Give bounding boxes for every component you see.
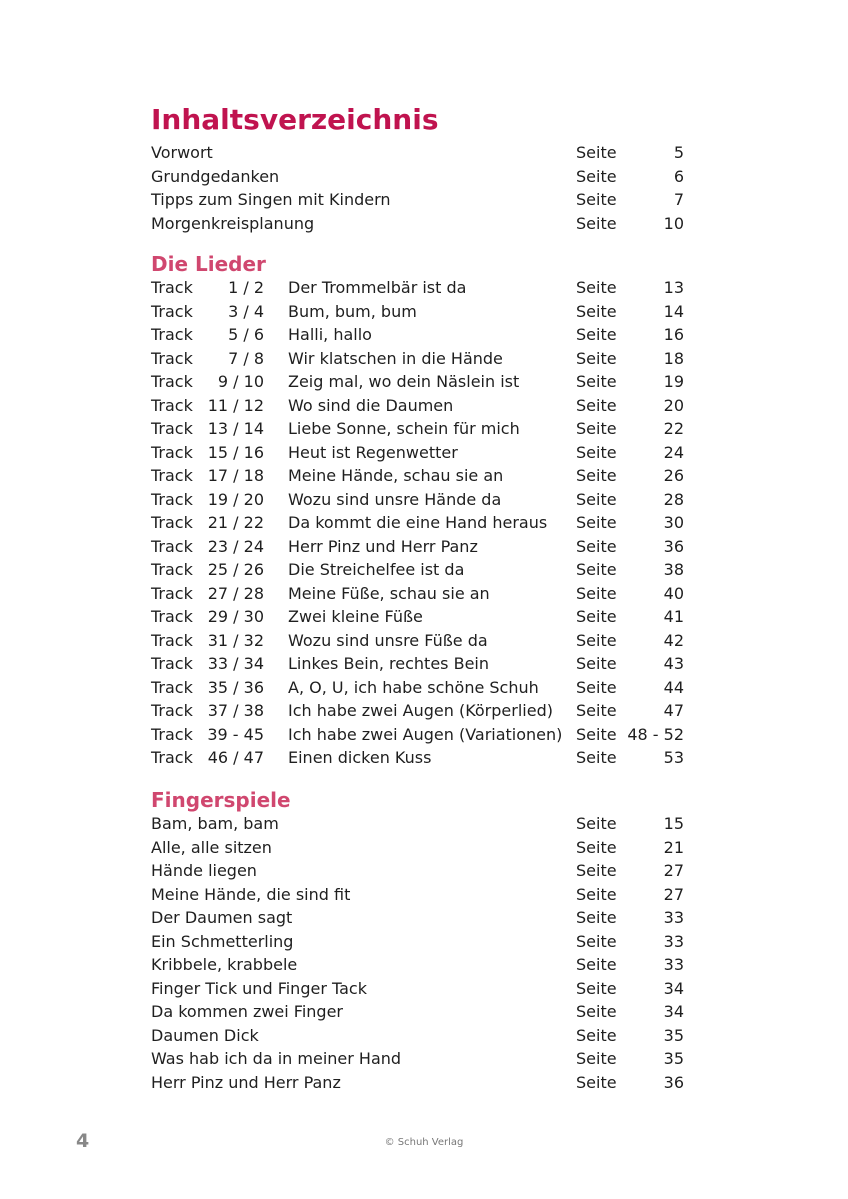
seite-label: Seite bbox=[576, 301, 617, 321]
track-label: Track bbox=[151, 489, 193, 509]
page-number-ref: 33 bbox=[663, 931, 684, 951]
track-number: 1 / 2 bbox=[228, 278, 264, 297]
song-title: Bum, bum, bum bbox=[288, 301, 417, 321]
seite-label: Seite bbox=[576, 489, 617, 509]
seite-label: Seite bbox=[576, 955, 617, 974]
page-number: 4 bbox=[76, 1130, 90, 1152]
track-number: 7 / 8 bbox=[228, 348, 264, 368]
song-title: Heut ist Regenwetter bbox=[288, 442, 458, 462]
song-title: Ich habe zwei Augen (Körperlied) bbox=[288, 701, 553, 720]
track-label: Track bbox=[151, 701, 193, 720]
entry-title: Kribbele, krabbele bbox=[151, 955, 298, 974]
intro-list bbox=[151, 141, 691, 235]
entry-title: Grundgedanken bbox=[151, 166, 280, 186]
page-number-ref: 53 bbox=[663, 748, 684, 767]
seite-label: Seite bbox=[576, 190, 617, 209]
entry-title: Bam, bam, bam bbox=[151, 814, 279, 833]
page-number-ref: 14 bbox=[663, 301, 684, 321]
track-number: 3 / 4 bbox=[228, 301, 264, 321]
page-number-ref: 13 bbox=[663, 278, 684, 297]
page-number-ref: 38 bbox=[663, 560, 684, 579]
track-entry bbox=[151, 276, 691, 300]
page-number-ref: 30 bbox=[663, 513, 684, 532]
seite-label: Seite bbox=[576, 1072, 617, 1092]
page-number-ref: 36 bbox=[663, 1072, 684, 1092]
track-label: Track bbox=[151, 607, 193, 626]
page-number-ref: 35 bbox=[663, 1025, 684, 1045]
track-label: Track bbox=[151, 560, 193, 579]
page-number-ref: 7 bbox=[673, 190, 684, 209]
seite-label: Seite bbox=[576, 931, 617, 951]
page-number-ref: 16 bbox=[663, 325, 684, 344]
track-label: Track bbox=[151, 677, 193, 697]
track-number: 25 / 26 bbox=[207, 560, 264, 579]
page-number-ref: 6 bbox=[673, 166, 684, 186]
seite-label: Seite bbox=[576, 884, 617, 904]
seite-label: Seite bbox=[576, 724, 617, 744]
track-number: 27 / 28 bbox=[207, 583, 264, 603]
song-title: Der Trommelbär ist da bbox=[288, 278, 467, 297]
page-number-ref: 41 bbox=[663, 607, 684, 626]
page-number-ref: 34 bbox=[663, 978, 684, 998]
page-number-ref: 22 bbox=[663, 419, 684, 438]
song-title: Einen dicken Kuss bbox=[288, 748, 432, 767]
track-entry bbox=[151, 629, 691, 653]
page-number-ref: 21 bbox=[663, 837, 684, 857]
page-title: Inhaltsverzeichnis bbox=[151, 103, 439, 136]
track-number: 21 / 22 bbox=[207, 513, 264, 532]
page-number-ref: 26 bbox=[663, 466, 684, 485]
page-number-ref: 34 bbox=[663, 1002, 684, 1021]
entry-title: Was hab ich da in meiner Hand bbox=[151, 1049, 402, 1068]
track-label: Track bbox=[151, 419, 193, 438]
lieder-list bbox=[151, 276, 691, 770]
entry-title: Tipps zum Singen mit Kindern bbox=[151, 190, 391, 209]
song-title: Linkes Bein, rechtes Bein bbox=[288, 654, 489, 673]
page-number-ref: 40 bbox=[663, 583, 684, 603]
seite-label: Seite bbox=[576, 814, 617, 833]
toc-entry bbox=[151, 212, 691, 236]
seite-label: Seite bbox=[576, 466, 617, 485]
seite-label: Seite bbox=[576, 583, 617, 603]
seite-label: Seite bbox=[576, 908, 617, 927]
seite-label: Seite bbox=[576, 560, 617, 579]
track-number: 9 / 10 bbox=[217, 372, 264, 391]
track-number: 5 / 6 bbox=[228, 325, 264, 344]
track-entry bbox=[151, 488, 691, 512]
fingerspiel-entry bbox=[151, 883, 691, 907]
track-number: 15 / 16 bbox=[207, 442, 264, 462]
track-label: Track bbox=[151, 442, 193, 462]
track-entry bbox=[151, 676, 691, 700]
song-title: A, O, U, ich habe schöne Schuh bbox=[288, 677, 539, 697]
track-entry bbox=[151, 605, 691, 629]
track-number: 19 / 20 bbox=[207, 489, 264, 509]
track-label: Track bbox=[151, 630, 193, 650]
song-title: Liebe Sonne, schein für mich bbox=[288, 419, 520, 438]
fingerspiel-entry bbox=[151, 930, 691, 954]
track-entry bbox=[151, 582, 691, 606]
seite-label: Seite bbox=[576, 677, 617, 697]
seite-label: Seite bbox=[576, 166, 617, 186]
page-number-ref: 28 bbox=[663, 489, 684, 509]
entry-title: Der Daumen sagt bbox=[151, 908, 293, 927]
track-label: Track bbox=[151, 583, 193, 603]
seite-label: Seite bbox=[576, 513, 617, 532]
fingerspiel-entry bbox=[151, 1047, 691, 1071]
track-label: Track bbox=[151, 301, 193, 321]
track-label: Track bbox=[151, 372, 193, 391]
track-number: 13 / 14 bbox=[207, 419, 264, 438]
track-number: 29 / 30 bbox=[207, 607, 264, 626]
page-number-ref: 19 bbox=[663, 372, 684, 391]
song-title: Wozu sind unsre Hände da bbox=[288, 489, 502, 509]
fingerspiel-entry bbox=[151, 836, 691, 860]
toc-entry bbox=[151, 141, 691, 165]
song-title: Zeig mal, wo dein Näslein ist bbox=[288, 372, 520, 391]
track-entry bbox=[151, 347, 691, 371]
track-number: 46 / 47 bbox=[207, 748, 264, 767]
track-entry bbox=[151, 300, 691, 324]
page-number-ref: 15 bbox=[663, 814, 684, 833]
track-entry bbox=[151, 441, 691, 465]
track-entry bbox=[151, 464, 691, 488]
seite-label: Seite bbox=[576, 213, 617, 233]
seite-label: Seite bbox=[576, 1049, 617, 1068]
track-entry bbox=[151, 417, 691, 441]
song-title: Wozu sind unsre Füße da bbox=[288, 630, 488, 650]
track-label: Track bbox=[151, 348, 193, 368]
fingerspiel-entry bbox=[151, 977, 691, 1001]
track-number: 35 / 36 bbox=[207, 677, 264, 697]
track-number: 23 / 24 bbox=[207, 536, 264, 556]
entry-title: Hände liegen bbox=[151, 861, 257, 880]
seite-label: Seite bbox=[576, 536, 617, 556]
seite-label: Seite bbox=[576, 442, 617, 462]
seite-label: Seite bbox=[576, 701, 617, 720]
track-number: 39 - 45 bbox=[207, 724, 264, 744]
fingerspiel-entry bbox=[151, 953, 691, 977]
song-title: Ich habe zwei Augen (Variationen) bbox=[288, 724, 563, 744]
page-number-ref: 27 bbox=[663, 884, 684, 904]
seite-label: Seite bbox=[576, 861, 617, 880]
page-number-ref: 24 bbox=[663, 442, 684, 462]
page-number-ref: 18 bbox=[663, 348, 684, 368]
entry-title: Alle, alle sitzen bbox=[151, 837, 272, 857]
seite-label: Seite bbox=[576, 325, 617, 344]
track-entry bbox=[151, 558, 691, 582]
fingerspiel-entry bbox=[151, 906, 691, 930]
track-entry bbox=[151, 699, 691, 723]
track-number: 33 / 34 bbox=[207, 654, 264, 673]
seite-label: Seite bbox=[576, 1025, 617, 1045]
page-number-ref: 27 bbox=[663, 861, 684, 880]
section-heading-lieder: Die Lieder bbox=[151, 252, 266, 276]
track-entry bbox=[151, 723, 691, 747]
song-title: Herr Pinz und Herr Panz bbox=[288, 536, 478, 556]
fingerspiel-entry bbox=[151, 859, 691, 883]
song-title: Wir klatschen in die Hände bbox=[288, 348, 503, 368]
seite-label: Seite bbox=[576, 395, 617, 415]
song-title: Meine Hände, schau sie an bbox=[288, 466, 504, 485]
track-number: 37 / 38 bbox=[207, 701, 264, 720]
track-entry bbox=[151, 746, 691, 770]
page-number-ref: 20 bbox=[663, 395, 684, 415]
seite-label: Seite bbox=[576, 348, 617, 368]
page-number-ref: 5 bbox=[673, 143, 684, 162]
section-heading-fingerspiele: Fingerspiele bbox=[151, 788, 291, 812]
entry-title: Herr Pinz und Herr Panz bbox=[151, 1072, 341, 1092]
entry-title: Da kommen zwei Finger bbox=[151, 1002, 343, 1021]
track-label: Track bbox=[151, 748, 193, 767]
page-number-ref: 47 bbox=[663, 701, 684, 720]
entry-title: Finger Tick und Finger Tack bbox=[151, 978, 367, 998]
page-number-ref: 43 bbox=[663, 654, 684, 673]
track-label: Track bbox=[151, 395, 193, 415]
page-number-ref: 33 bbox=[663, 955, 684, 974]
track-label: Track bbox=[151, 513, 193, 532]
song-title: Halli, hallo bbox=[288, 325, 372, 344]
track-label: Track bbox=[151, 278, 193, 297]
seite-label: Seite bbox=[576, 978, 617, 998]
track-label: Track bbox=[151, 325, 193, 344]
toc-entry bbox=[151, 165, 691, 189]
track-label: Track bbox=[151, 466, 193, 485]
seite-label: Seite bbox=[576, 278, 617, 297]
entry-title: Meine Hände, die sind fit bbox=[151, 884, 351, 904]
song-title: Meine Füße, schau sie an bbox=[288, 583, 490, 603]
fingerspiel-entry bbox=[151, 812, 691, 836]
page-number-ref: 35 bbox=[663, 1049, 684, 1068]
fingerspiel-entry bbox=[151, 1024, 691, 1048]
song-title: Zwei kleine Füße bbox=[288, 607, 423, 626]
seite-label: Seite bbox=[576, 419, 617, 438]
seite-label: Seite bbox=[576, 654, 617, 673]
track-entry bbox=[151, 323, 691, 347]
toc-entry bbox=[151, 188, 691, 212]
track-entry bbox=[151, 511, 691, 535]
song-title: Die Streichelfee ist da bbox=[288, 560, 465, 579]
track-label: Track bbox=[151, 724, 193, 744]
track-entry bbox=[151, 394, 691, 418]
track-label: Track bbox=[151, 536, 193, 556]
seite-label: Seite bbox=[576, 748, 617, 767]
track-number: 11 / 12 bbox=[207, 395, 264, 415]
page-number-ref: 42 bbox=[663, 630, 684, 650]
seite-label: Seite bbox=[576, 630, 617, 650]
seite-label: Seite bbox=[576, 372, 617, 391]
page-number-ref: 10 bbox=[663, 213, 684, 233]
song-title: Wo sind die Daumen bbox=[288, 395, 454, 415]
fingerspiele-list bbox=[151, 812, 691, 1094]
page-number-ref: 36 bbox=[663, 536, 684, 556]
seite-label: Seite bbox=[576, 143, 617, 162]
fingerspiel-entry bbox=[151, 1071, 691, 1095]
seite-label: Seite bbox=[576, 1002, 617, 1021]
track-entry bbox=[151, 652, 691, 676]
track-number: 17 / 18 bbox=[207, 466, 264, 485]
track-entry bbox=[151, 370, 691, 394]
copyright-notice: © Schuh Verlag bbox=[384, 1137, 464, 1148]
entry-title: Morgenkreisplanung bbox=[151, 213, 315, 233]
seite-label: Seite bbox=[576, 837, 617, 857]
page-number-ref: 33 bbox=[663, 908, 684, 927]
page-number-ref: 44 bbox=[663, 677, 684, 697]
entry-title: Vorwort bbox=[151, 143, 213, 162]
track-number: 31 / 32 bbox=[207, 630, 264, 650]
entry-title: Ein Schmetterling bbox=[151, 931, 294, 951]
track-label: Track bbox=[151, 654, 193, 673]
seite-label: Seite bbox=[576, 607, 617, 626]
page-number-ref: 48 - 52 bbox=[627, 724, 684, 744]
track-entry bbox=[151, 535, 691, 559]
entry-title: Daumen Dick bbox=[151, 1025, 259, 1045]
fingerspiel-entry bbox=[151, 1000, 691, 1024]
song-title: Da kommt die eine Hand heraus bbox=[288, 513, 548, 532]
